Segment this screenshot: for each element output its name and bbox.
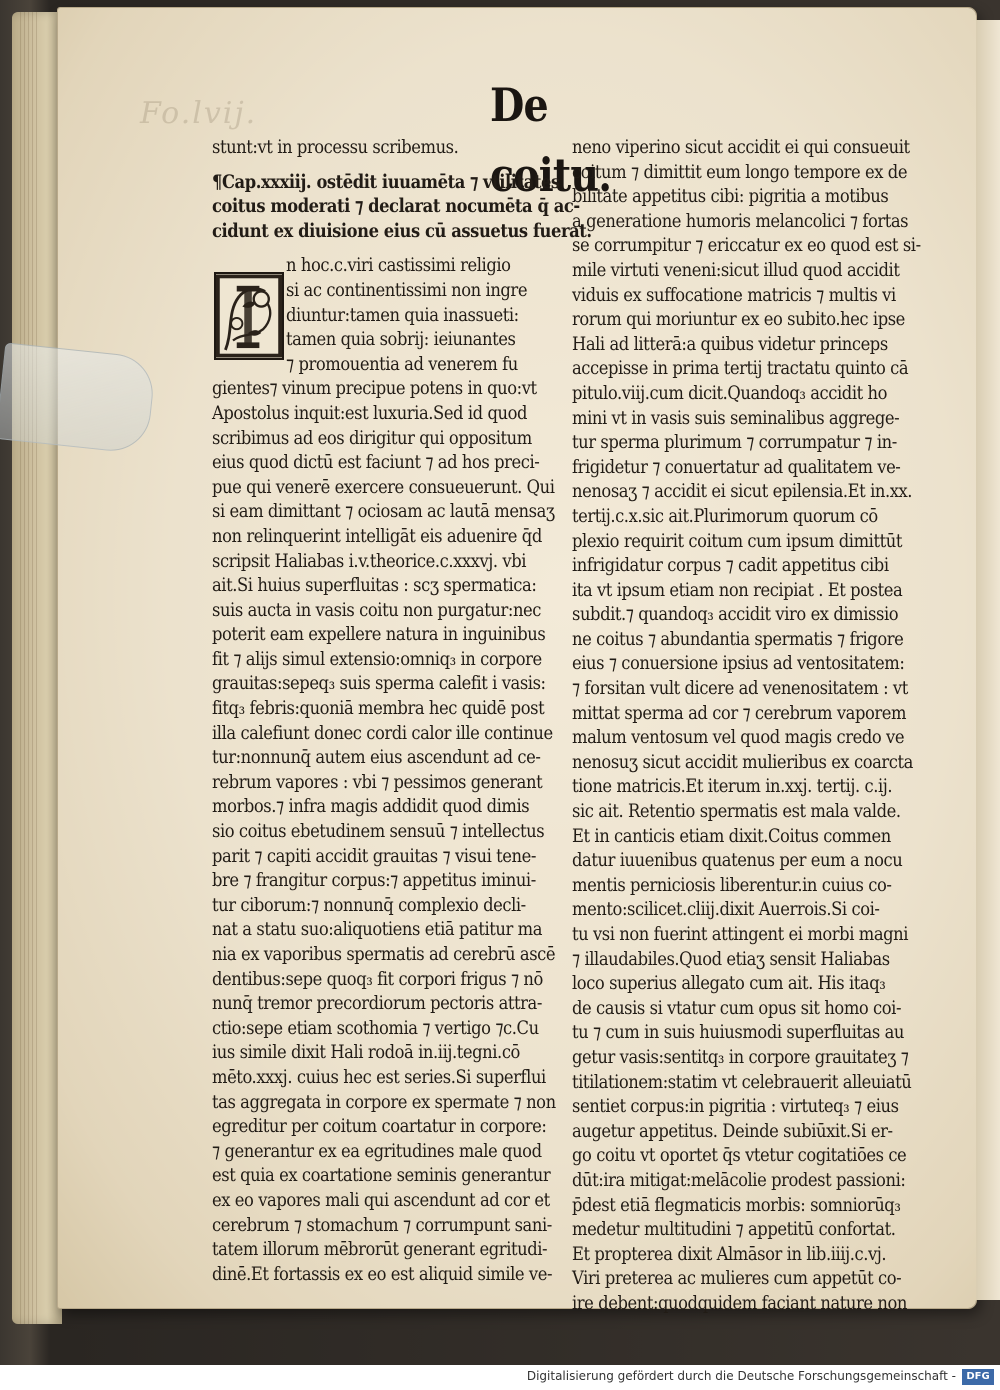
- text-line: gientes⁊ vinum precipue potens in quo:vt: [212, 377, 537, 400]
- text-line: medetur multitudini ⁊ appetitū confortat.: [572, 1218, 896, 1241]
- text-line: accepisse in prima tertij tractatu quinto cā: [572, 357, 909, 380]
- text-line: Hali ad litterā:a quibus videtur princeps: [572, 332, 888, 355]
- text-line: pitulo.viij.cum dicit.Quandoq₃ accidit ho: [572, 381, 888, 404]
- text-line: pue qui venerē exercere consueuerunt. Qui: [212, 475, 555, 498]
- text-line: morbos.⁊ infra magis addidit quod dimis: [212, 795, 530, 818]
- text-line: ait.Si huius superfluitas : scʒ spermatica:: [212, 574, 537, 597]
- text-line: sentiet corpus:in pigritia : virtuteq₃ ⁊ eius: [572, 1095, 899, 1118]
- text-line: dūt:ira mitigat:melācolie prodest passioni:: [572, 1168, 906, 1191]
- text-line: sio coitus ebetudinem sensuū ⁊ intellectus: [212, 820, 545, 843]
- text-line: tur ciborum:⁊ nonnunq̄ complexio decli-: [212, 893, 526, 916]
- text-line: augetur appetitus. Deinde subiūxit.Si er-: [572, 1119, 893, 1142]
- text-line: bre ⁊ frangitur corpus:⁊ appetitus iminui-: [212, 869, 536, 892]
- text-line: ⁊ promouentia ad venerem fu: [286, 352, 518, 375]
- text-line: coitum ⁊ dimittit eum longo tempore ex de: [572, 160, 908, 183]
- text-line: scripsit Haliabas i.v.theorice.c.xxxvj. vbi: [212, 549, 527, 572]
- text-line: ⁊ forsitan vult dicere ad venenositatem : vt: [572, 677, 908, 700]
- text-line: Viri preterea ac mulieres cum appetūt co-: [572, 1267, 902, 1290]
- text-line: mentis perniciosis liberentur.in cuius co-: [572, 873, 892, 896]
- text-line: infrigidatur corpus ⁊ cadit appetitus cibi: [572, 554, 889, 577]
- text-line: nat a statu suo:aliquotiens etiā patitur ma: [212, 918, 543, 941]
- text-line: tu vsi non fuerint attingent ei morbi magni: [572, 923, 909, 945]
- text-line: mēto.xxxj. cuius hec est series.Si superflui: [212, 1065, 546, 1088]
- text-line: rebrum vapores : vbi ⁊ pessimos generant: [212, 770, 543, 793]
- left-column-top-lines: [212, 135, 557, 160]
- text-line: a generatione humoris melancolici ⁊ fortas: [572, 209, 909, 232]
- text-line: mini vt in vasis suis seminalibus aggrege-: [572, 406, 900, 429]
- text-line: de causis si vtatur cum opus sit homo coi-: [572, 996, 902, 1019]
- text-line: neno viperino sicut accidit ei qui consueuit: [572, 136, 910, 158]
- text-line: cidunt ex diuisione eius cū assuetus fuerat.: [212, 219, 592, 242]
- text-line: nenosaʒ ⁊ accidit ei sicut epilensia.Et in.xx.: [572, 480, 913, 503]
- text-line: ⁊ generantur ex ea egritudines male quod: [212, 1139, 542, 1162]
- text-line: tamen quia sobrij: ieiunantes: [286, 328, 516, 351]
- text-line: tur:nonnunq̄ autem eius ascendunt ad ce-: [212, 746, 541, 769]
- text-line: tur sperma plurimum ⁊ corrumpatur ⁊ in-: [572, 431, 897, 454]
- text-line: eius quod dictū est faciunt ⁊ ad hos preci-: [212, 451, 540, 474]
- text-line: mento:scilicet.cliij.dixit Auerrois.Si coi-: [572, 898, 880, 921]
- text-line: est quia ex coartatione seminis generantur: [212, 1164, 551, 1187]
- left-column-body: [212, 253, 557, 1286]
- text-line: bilitate appetitus cibi: pigritia a motibus: [572, 185, 889, 208]
- previous-page-edge: [12, 12, 62, 1324]
- dfg-logo: DFG: [962, 1369, 994, 1385]
- text-line: ¶Cap.xxxiij. ostēdit iuuamēta ⁊ vtilitates: [212, 170, 560, 193]
- text-line: titilationem:statim vt celebrauerit alleuiatū: [572, 1070, 912, 1093]
- text-line: rorum qui moriuntur ex eo subito.hec ipse: [572, 308, 905, 331]
- text-line: fit ⁊ alijs simul extensio:omniq₃ in corpore: [212, 647, 542, 670]
- text-line: getur vasis:sentitq₃ in corpore grauitateʒ ⁊: [572, 1045, 909, 1068]
- text-line: viduis ex suffocatione matricis ⁊ multis vi: [572, 283, 896, 306]
- text-line: ire debent:quodquidem faciant nature non: [572, 1291, 907, 1314]
- text-line: loco superius allegato cum ait. His itaq₃: [572, 972, 886, 995]
- text-line: nunq̄ tremor precordiorum pectoris attra-: [212, 992, 542, 1015]
- text-line: plexio requirit coitum cum ipsum dimittūt: [572, 529, 902, 552]
- text-line: ne coitus ⁊ abundantia spermatis ⁊ frigore: [572, 627, 904, 650]
- text-line: cerebrum ⁊ stomachum ⁊ corrumpunt sani-: [212, 1213, 552, 1236]
- text-line: ctio:sepe etiam scothomia ⁊ vertigo ⁊c.Cu: [212, 1016, 539, 1039]
- text-line: eius ⁊ conuersione ipsius ad ventositatem:: [572, 652, 905, 675]
- left-text-column: [212, 135, 592, 1286]
- text-line: fitq₃ febris:quoniā membra hec quidē post: [212, 697, 545, 720]
- text-line: dinē.Et fortassis ex eo est aliquid simile ve-: [212, 1262, 553, 1285]
- text-line: parit ⁊ capiti accidit grauitas ⁊ visui tene-: [212, 844, 536, 867]
- text-line: p̄dest etiā flegmaticis morbis: somniorūq₃: [572, 1193, 901, 1216]
- text-line: se corrumpitur ⁊ ericcatur ex eo quod est si-: [572, 234, 921, 257]
- text-line: scribimus ad eos dirigitur qui oppositum: [212, 426, 532, 449]
- digitization-footer: [0, 1365, 1000, 1390]
- text-line: tertij.c.x.sic ait.Plurimorum quorum cō: [572, 504, 878, 527]
- chapter-rubric: [212, 170, 592, 244]
- text-line: suis aucta in vasis coitu non purgatur:nec: [212, 598, 542, 621]
- text-line: malum ventosum vel quod magis credo ve: [572, 726, 905, 749]
- text-line: Apostolus inquit:est luxuria.Sed id quod: [212, 401, 528, 424]
- text-line: si ac continentissimi non ingre: [286, 278, 528, 301]
- text-line: Et propterea dixit Almāsor in lib.iiij.c.vj.: [572, 1242, 887, 1265]
- text-line: tatem illorum mēbrorūt generant egritudi-: [212, 1238, 548, 1261]
- text-line: Et in canticis etiam dixit.Coitus commen: [572, 824, 891, 847]
- text-line: diuntur:tamen quia inassueti:: [286, 303, 519, 326]
- text-line: grauitas:sepeq₃ suis sperma calefit i vasis:: [212, 672, 546, 695]
- svg-text:I: I: [248, 321, 249, 323]
- text-line: poterit eam expellere natura in inguinibus: [212, 623, 546, 646]
- text-line: dentibus:sepe quoq₃ fit corpori frigus ⁊ nō: [212, 967, 543, 990]
- text-line: tu ⁊ cum in suis huiusmodi superfluitas au: [572, 1021, 904, 1044]
- text-line: subdit.⁊ quandoq₃ accidit viro ex dimissio: [572, 603, 899, 626]
- text-line: nia ex vaporibus spermatis ad cerebrū ascē: [212, 943, 556, 965]
- text-line: frigidetur ⁊ conuertatur ad qualitatem ve-: [572, 455, 901, 478]
- text-line: ius simile dixit Hali rodoā in.iij.tegni.cō: [212, 1041, 520, 1064]
- text-line: n hoc.c.viri castissimi religio: [286, 254, 511, 277]
- footer-credit: Digitalisierung gefördert durch die Deutsche Forschungsgemeinschaft -: [526, 1369, 956, 1383]
- text-line: tione matricis.Et iterum in.xxj. tertij. c.ij.: [572, 775, 893, 798]
- folio-mark: Fo.lvij.: [140, 96, 258, 131]
- text-line: ex eo vapores mali qui ascendunt ad cor et: [212, 1188, 550, 1211]
- text-line: go coitu vt oportet q̄s vtetur cogitatiōes ce: [572, 1144, 907, 1167]
- text-line: non relinquerint intelligāt eis aduenire q̄d: [212, 524, 542, 547]
- text-line: tas aggregata in corpore ex spermate ⁊ non: [212, 1090, 556, 1113]
- text-line: mile virtuti veneni:sicut illud quod accidit: [572, 258, 900, 281]
- text-line: ⁊ illaudabiles.Quod etiaʒ sensit Haliabas: [572, 947, 890, 970]
- text-line: sic ait. Retentio spermatis est mala valde.: [572, 800, 901, 823]
- text-line: coitus moderati ⁊ declarat nocumēta q̄ ac-: [212, 195, 580, 218]
- text-line: egreditur per coitum coartatur in corpore:: [212, 1115, 547, 1138]
- right-text-column: [572, 135, 921, 1316]
- right-column-body: [572, 135, 921, 1316]
- text-line: ita vt ipsum etiam non recipiat . Et postea: [572, 578, 903, 601]
- transparent-bookmark-tab: [0, 342, 157, 454]
- running-head: De coitu.: [490, 78, 612, 202]
- text-line: si eam dimittant ⁊ ociosam ac lautā mensaʒ: [212, 500, 555, 523]
- text-line: mittat sperma ad cor ⁊ cerebrum vaporem: [572, 701, 907, 724]
- text-line: stunt:vt in processu scribemus.: [212, 136, 459, 158]
- text-line: illa calefiunt donec cordi calor ille continue: [212, 721, 553, 744]
- next-page-edge: [976, 20, 1000, 1300]
- text-line: nenosuʒ sicut accidit mulieribus ex coarcta: [572, 750, 913, 773]
- text-line: datur iuuenibus quatenus per eum a nocu: [572, 849, 903, 872]
